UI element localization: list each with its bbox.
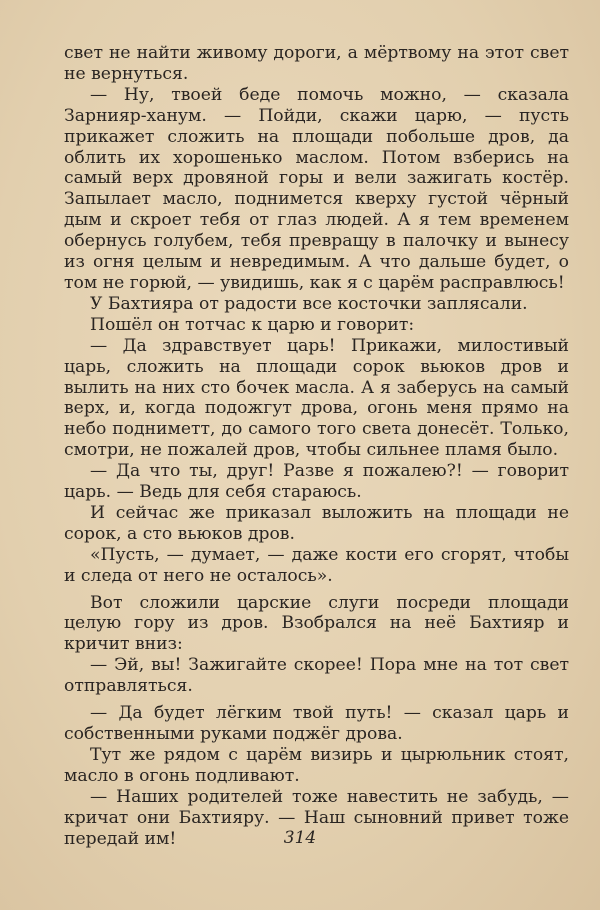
page-number: 314 (283, 828, 317, 848)
paragraph: Пошёл он тотчас к царю и говорит: (90, 314, 415, 335)
paragraph: — Да что ты, друг! Разве я пожалею?! — говорит царь. — Ведь для себя стараюсь. (64, 461, 569, 503)
page-text (64, 43, 569, 849)
paragraph: — Да будет лёгким твой путь! — сказал царь и собственными руками поджёг дрова. (64, 703, 569, 744)
paragraph: У Бахтияра от радости все косточки заплясали. (90, 293, 528, 314)
paragraph: свет не найти живому дороги, а мёртвому на этот свет не вернуться. (64, 43, 569, 84)
paragraph: — Да здравствует царь! Прикажи, милостивый царь, сложить на площади сорок вьюков дров и вылить на них сто бочек масла. А я заберусь на самый верх, и, когда подожгут дрова, огонь меня прямо на небо подниметт, до самого того света донесёт. Только, смотри, не пожалей дров, чтобы сильнее пламя было. (64, 335, 569, 461)
paragraph: — Ну, твоей беде помочь можно, — сказала Зарнияр-ханум. — Пойди, скажи царю, — пусть прикажет сложить на площади побольше дров, да облить их хорошенько маслом. Потом взберись на самый верх дровяной горы и вели зажигать костёр. Запылает масло, поднимется кверху густой чёрный дым и скроет тебя от глаз людей. А я тем временем обернусь голубем, тебя превращу в палочку и вынесу из огня целым и невредимым. А что дальше будет, о том не горюй, — увидишь, как я с царём расправлюсь! (64, 84, 569, 293)
paragraph: Тут же рядом с царём визирь и цырюльник стоят, масло в огонь подливают. (64, 744, 569, 786)
paragraph: Вот сложили царские слуги посреди площади целую гору из дров. Взобрался на неё Бахтияр и кричит вниз: (64, 592, 569, 655)
paragraph: — Эй, вы! Зажигайте скорее! Пора мне на тот свет отправляться. (64, 655, 569, 697)
paragraph: — Наших родителей тоже навестить не забудь, — кричат они Бахтияру. — Наш сыновний привет тоже передай им! (64, 786, 569, 849)
paragraph: И сейчас же приказал выложить на площади не сорок, а сто вьюков дров. (64, 502, 569, 544)
paragraph: «Пусть, — думает, — даже кости его сгорят, чтобы и следа от него не осталось». (64, 544, 569, 586)
